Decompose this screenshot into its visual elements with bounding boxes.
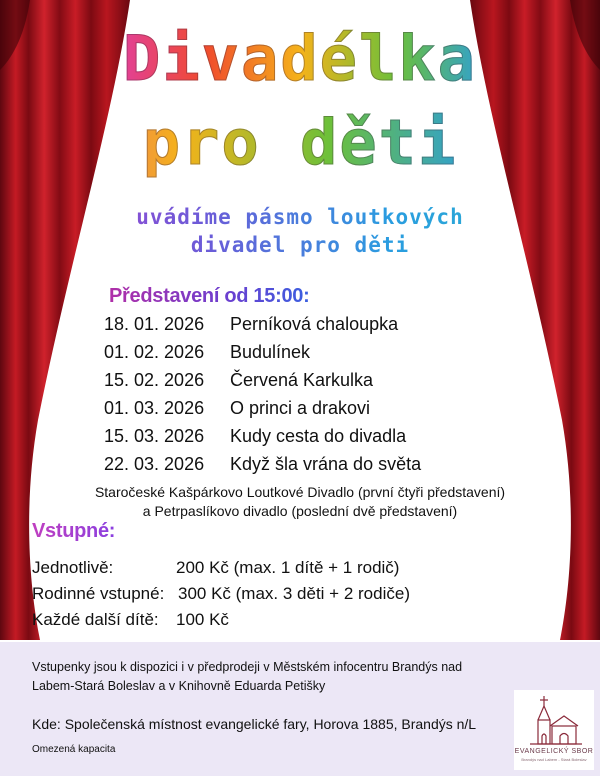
show-title: O princi a drakovi — [230, 398, 371, 418]
admission-heading: Vstupné: — [32, 520, 116, 542]
price-label: Rodinné vstupné: — [32, 584, 165, 603]
subtitle-line-2: divadel pro děti — [0, 231, 600, 259]
show-date: 01. 02. 2026 — [104, 342, 205, 362]
presale-info: Vstupenky jsou k dispozici i v předprodeji v Městském infocentru Brandýs nad Labem-Stará Boleslav a v Knihovně Eduarda Petišky — [32, 660, 463, 693]
show-date: 15. 03. 2026 — [104, 426, 205, 446]
show-title: Kudy cesta do divadla — [230, 426, 407, 446]
show-title: Budulínek — [230, 342, 311, 362]
capacity-note: Omezená kapacita — [32, 744, 116, 755]
shows-heading: Představení od 15:00: — [109, 285, 310, 307]
theater-note-2: a Petrpaslíkovo divadlo (poslední dvě představení) — [142, 503, 458, 519]
title-line-1: Divadélka — [0, 22, 600, 95]
show-title: Když šla vrána do světa — [230, 454, 422, 474]
logo-name: EVANGELICKÝ SBOR — [514, 748, 594, 755]
price-label: Jednotlivě: — [32, 558, 114, 577]
price-label: Každé další dítě: — [32, 610, 159, 629]
show-date: 22. 03. 2026 — [104, 454, 205, 474]
logo-place: Brandýs nad Labem - Stará Boleslav — [521, 757, 587, 762]
price-value: 200 Kč (max. 1 dítě + 1 rodič) — [176, 558, 400, 577]
subtitle-line-1: uvádíme pásmo loutkových — [0, 203, 600, 231]
church-icon — [514, 690, 594, 748]
church-logo — [514, 690, 594, 770]
venue-info: Kde: Společenská místnost evangelické fary, Horova 1885, Brandýs n/L — [32, 716, 477, 732]
show-date: 01. 03. 2026 — [104, 398, 205, 418]
price-value: 300 Kč (max. 3 děti + 2 rodiče) — [178, 584, 410, 603]
show-date: 18. 01. 2026 — [104, 314, 205, 334]
right-curtain — [470, 0, 600, 640]
price-value: 100 Kč — [176, 610, 229, 629]
show-title: Červená Karkulka — [230, 370, 374, 390]
theater-note-1: Staročeské Kašpárkovo Loutkové Divadlo (první čtyři představení) — [94, 484, 506, 500]
title-line-2: pro děti — [0, 106, 600, 179]
show-date: 15. 02. 2026 — [104, 370, 205, 390]
show-title: Perníková chaloupka — [230, 314, 399, 334]
